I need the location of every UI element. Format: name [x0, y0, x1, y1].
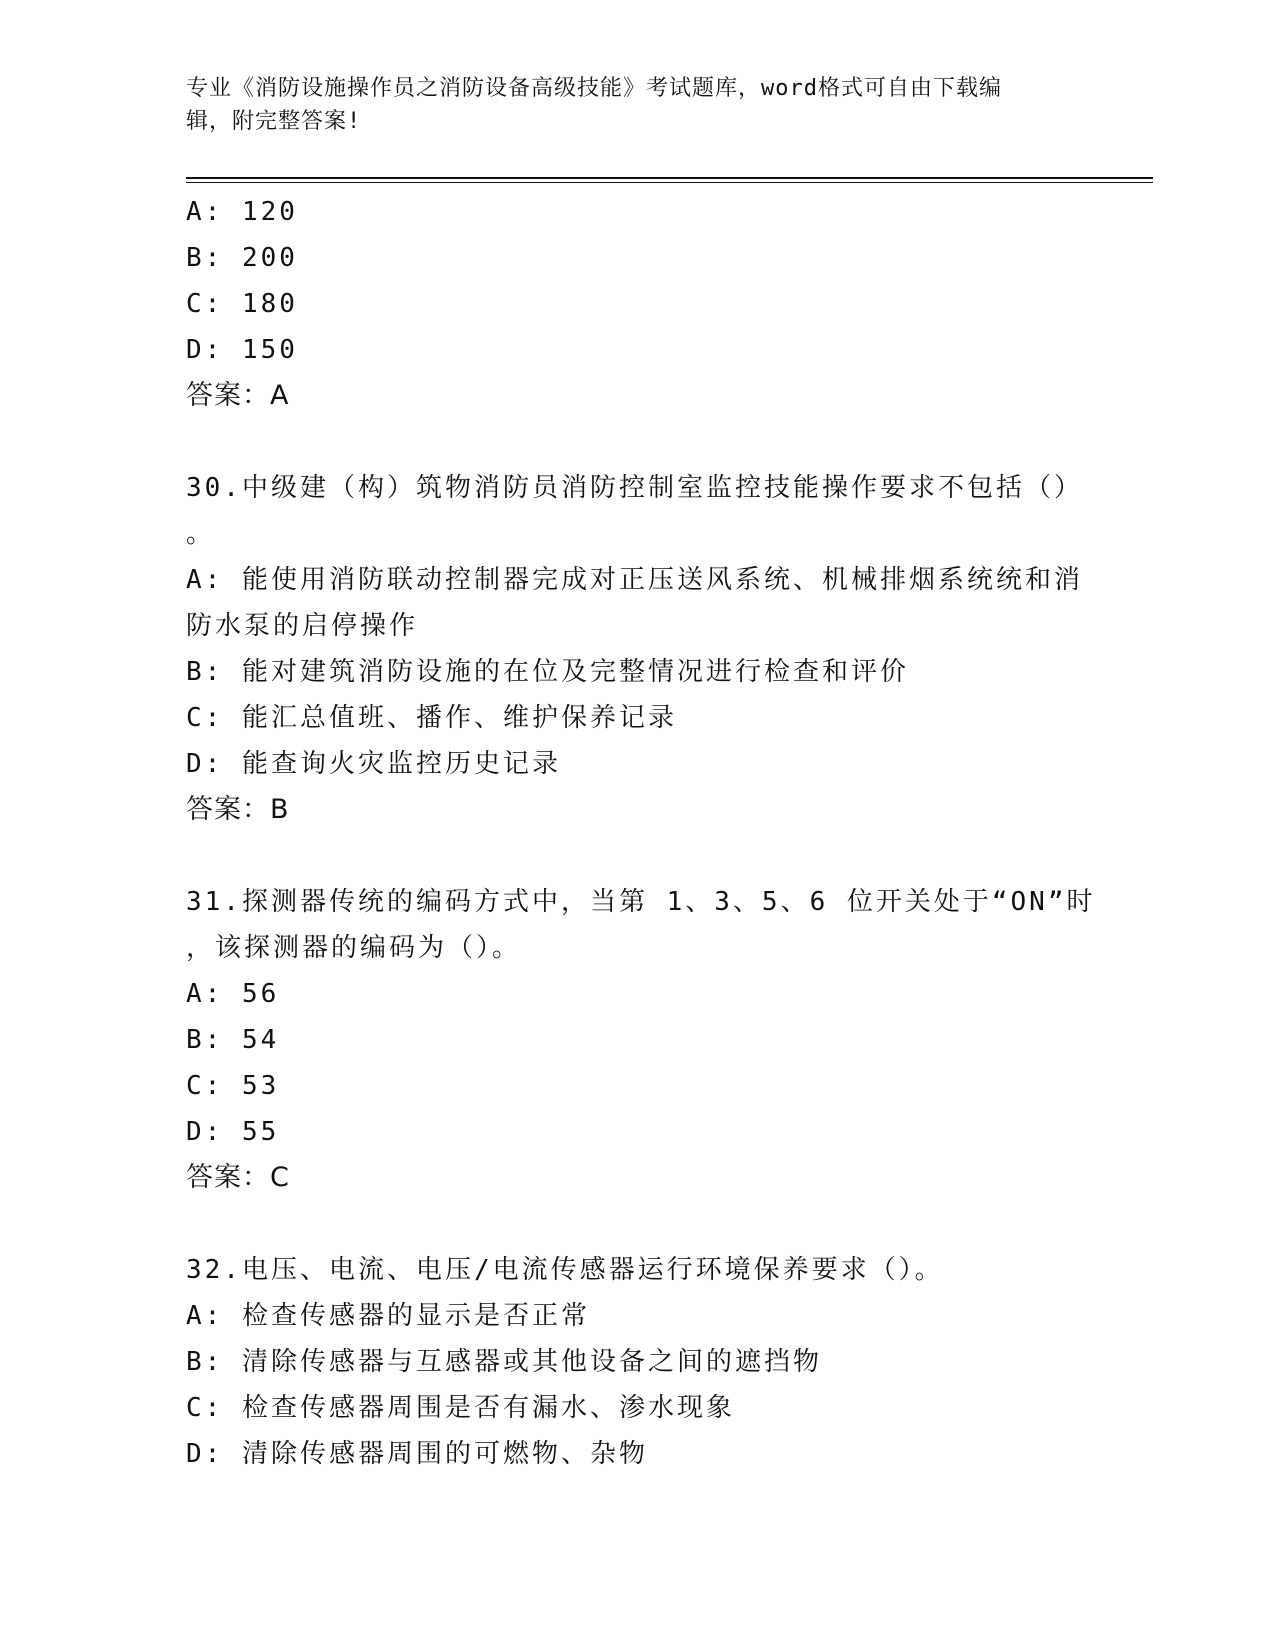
- question-31: [186, 879, 1096, 1201]
- option-a: A: 56: [186, 979, 280, 1009]
- option-a-cont: 防水泵的启停操作: [186, 611, 419, 641]
- spacer: [186, 1201, 1086, 1247]
- header-line-1: 专业《消防设施操作员之消防设备高级技能》考试题库，word格式可自由下载编: [186, 76, 1002, 101]
- option-d: D: 55: [186, 1117, 280, 1147]
- answer-line: 答案：C: [186, 1162, 290, 1193]
- header-line-2: 辑，附完整答案!: [186, 109, 362, 134]
- header-rule-thin: [186, 182, 1153, 183]
- question-29: [186, 189, 1086, 419]
- question-32: [186, 1247, 1086, 1477]
- option-c: C: 180: [186, 289, 298, 319]
- question-30: [186, 465, 1086, 833]
- question-stem: 31.探测器传统的编码方式中，当第 1、3、5、6 位开关处于“ON”时: [186, 887, 1096, 917]
- question-list: [186, 189, 1096, 1477]
- option-d: D: 能查询火灾监控历史记录: [186, 749, 561, 779]
- option-b: B: 清除传感器与互感器或其他设备之间的遮挡物: [186, 1347, 822, 1377]
- option-c: C: 能汇总值班、播作、维护保养记录: [186, 703, 677, 733]
- option-b: B: 能对建筑消防设施的在位及完整情况进行检查和评价: [186, 657, 909, 687]
- option-c: C: 53: [186, 1071, 280, 1101]
- answer-line: 答案：A: [186, 380, 290, 411]
- option-b: B: 200: [186, 243, 298, 273]
- question-stem-cont: ，该探测器的编码为（）。: [186, 933, 522, 963]
- document-header: [186, 72, 1066, 138]
- option-d: D: 清除传感器周围的可燃物、杂物: [186, 1439, 648, 1469]
- question-stem: 32.电压、电流、电压/电流传感器运行环境保养要求（）。: [186, 1255, 944, 1285]
- option-a: A: 能使用消防联动控制器完成对正压送风系统、机械排烟系统统和消: [186, 565, 1083, 595]
- question-stem-cont: 。: [186, 519, 216, 549]
- header-rule-thick: [186, 177, 1153, 179]
- option-c: C: 检查传感器周围是否有漏水、渗水现象: [186, 1393, 735, 1423]
- question-stem: 30.中级建（构）筑物消防员消防控制室监控技能操作要求不包括（）: [186, 473, 1083, 503]
- spacer: [186, 419, 1086, 465]
- spacer: [186, 833, 1086, 879]
- option-b: B: 54: [186, 1025, 280, 1055]
- option-d: D: 150: [186, 335, 298, 365]
- answer-line: 答案：B: [186, 794, 290, 825]
- option-a: A: 检查传感器的显示是否正常: [186, 1301, 590, 1331]
- option-a: A: 120: [186, 197, 298, 227]
